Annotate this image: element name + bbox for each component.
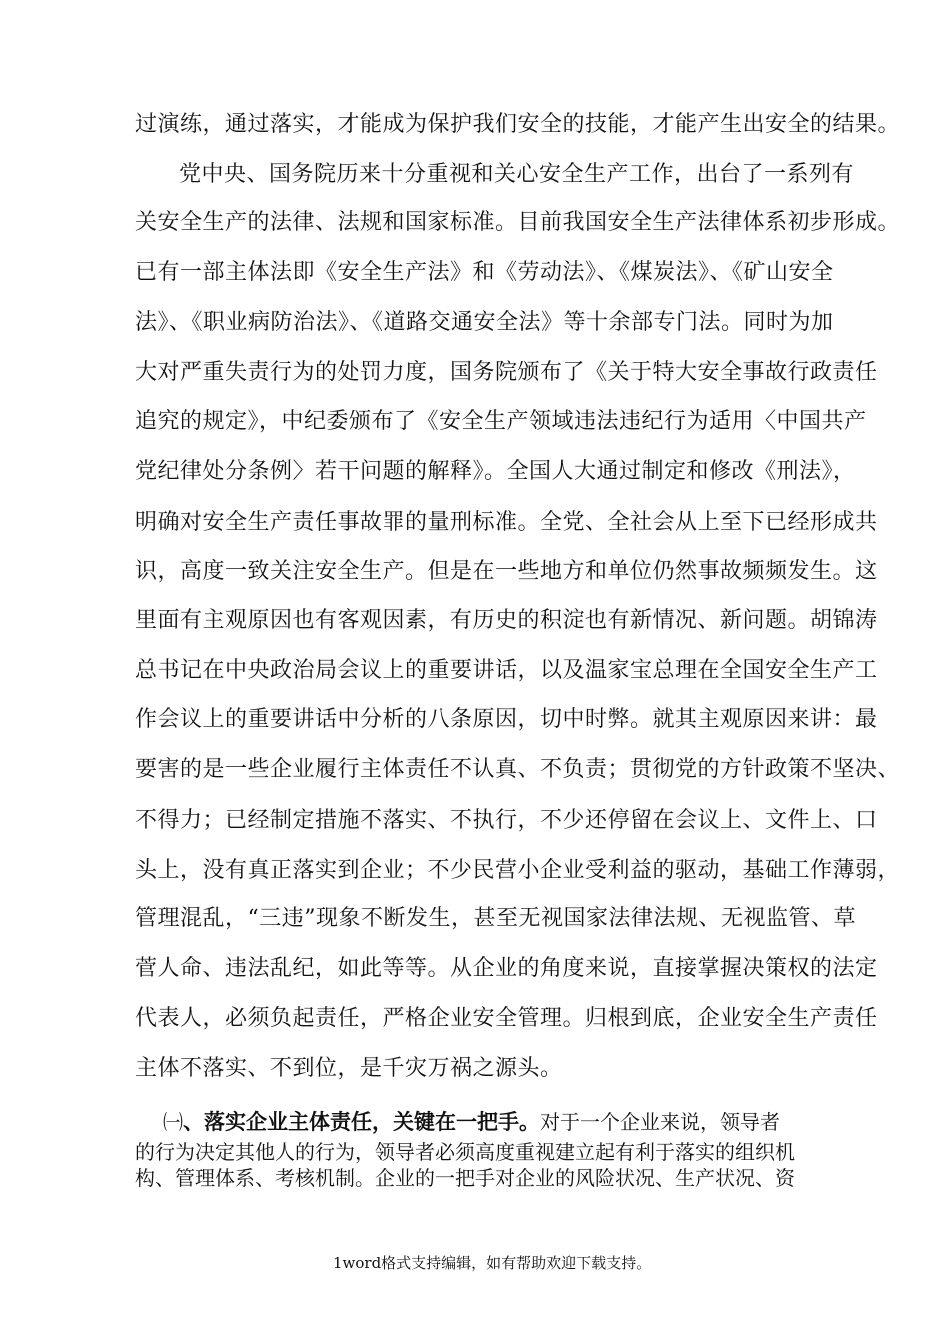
section-text: 对于一个企业来说，领导者 (540, 1110, 780, 1134)
paragraph-line: 头上，没有真正落实到企业；不少民营小企业受利益的驱动，基础工作薄弱， (135, 858, 901, 883)
page-footer: 1word格式支持编辑，如有帮助欢迎下载支持。 (333, 1254, 652, 1272)
paragraph-line: 大对严重失责行为的处罚力度，国务院颁布了《关于特大安全事故行政责任 (135, 360, 878, 385)
paragraph-line: 关安全生产的法律、法规和国家标准。目前我国安全生产法律体系初步形成。 (135, 210, 901, 235)
paragraph-line: 代表人，必须负起责任，严格企业安全管理。归根到底，企业安全生产责任 (135, 1006, 878, 1031)
paragraph-line: 已有一部主体法即《安全生产法》和《劳动法》、《煤炭法》、《矿山安全 (135, 260, 834, 285)
paragraph-line: 党纪律处分条例〉若干问题的解释》。全国人大通过制定和修改《刑法》， (135, 459, 856, 484)
section-number: ㈠ (163, 1110, 183, 1134)
paragraph-line: 过演练，通过落实，才能成为保护我们安全的技能，才能产生出安全的结果。 (135, 112, 901, 137)
section-line: 的行为决定其他人的行为，领导者必须高度重视建立起有利于落实的组织机 (135, 1140, 795, 1164)
paragraph-line: 管理混乱，“三违”现象不断发生，甚至无视国家法律法规、无视监管、草 (135, 906, 856, 931)
paragraph-line: 识，高度一致关注安全生产。但是在一些地方和单位仍然事故频频发生。这 (135, 559, 878, 584)
paragraph-line: 明确对安全生产责任事故罪的量刑标准。全党、全社会从上至下已经形成共 (135, 510, 878, 535)
section-line: 构、管理体系、考核机制。企业的一把手对企业的风险状况、生产状况、资 (135, 1166, 795, 1190)
paragraph-line: 党中央、国务院历来十分重视和关心安全生产工作，出台了一系列有 (179, 162, 855, 187)
paragraph-line: 主体不落实、不到位，是千灾万祸之源头。 (135, 1056, 563, 1081)
section-first-line (163, 1112, 780, 1133)
section-heading: 、落实企业主体责任，关键在一把手。 (183, 1110, 540, 1134)
paragraph-line: 总书记在中央政治局会议上的重要讲话，以及温家宝总理在全国安全生产工 (135, 658, 878, 683)
paragraph-line: 法》、《职业病防治法》、《道路交通安全法》等十余部专门法。同时为加 (135, 310, 834, 335)
paragraph-line: 作会议上的重要讲话中分析的八条原因，切中时弊。就其主观原因来讲：最 (135, 707, 878, 732)
paragraph-line: 里面有主观原因也有客观因素，有历史的积淀也有新情况、新问题。胡锦涛 (135, 608, 878, 633)
paragraph-line: 要害的是一些企业履行主体责任不认真、不负责；贯彻党的方针政策不坚决、 (135, 757, 901, 782)
paragraph-line: 不得力；已经制定措施不落实、不执行，不少还停留在会议上、文件上、口 (135, 808, 878, 833)
paragraph-line: 菅人命、违法乱纪，如此等等。从企业的角度来说，直接掌握决策权的法定 (135, 956, 878, 981)
paragraph-line: 追究的规定》，中纪委颁布了《安全生产领域违法违纪行为适用〈中国共产 (135, 409, 867, 434)
